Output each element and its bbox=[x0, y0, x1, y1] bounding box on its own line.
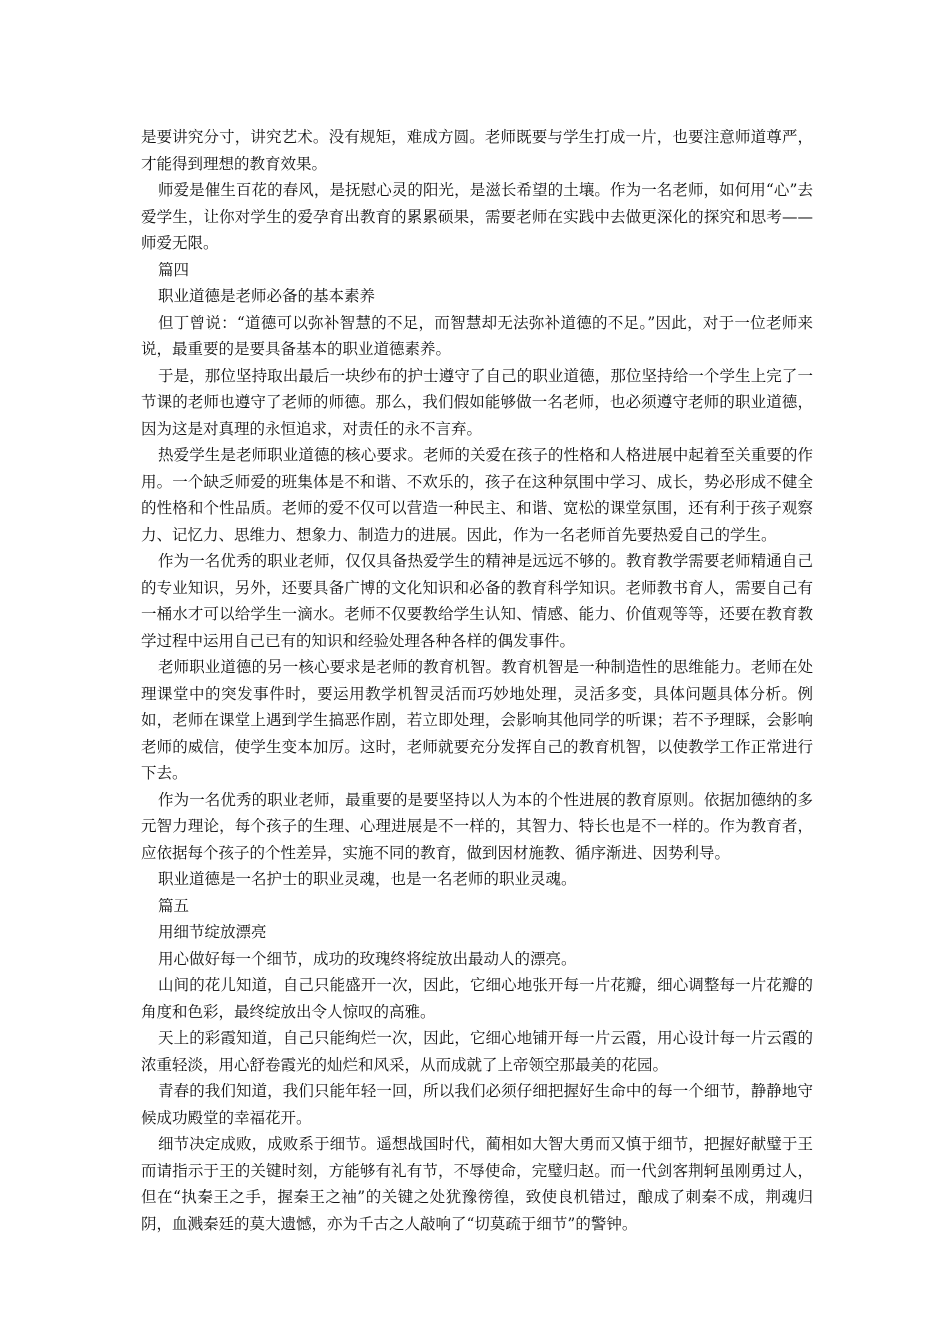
paragraph: 师爱是催生百花的春风，是抚慰心灵的阳光，是滋长希望的土壤。作为一名老师，如何用“心”去爱学生，让你对学生的爱孕育出教育的累累硕果，需要老师在实践中去做更深化的探究和思考——师爱无限。 bbox=[141, 181, 813, 252]
paragraph: 作为一名优秀的职业老师，仅仅具备热爱学生的精神是远远不够的。教育教学需要老师精通自己的专业知识，另外，还要具备广博的文化知识和必备的教育科学知识。老师教书育人，需要自己有一桶水才可以给学生一滴水。老师不仅要教给学生认知、情感、能力、价值观等等，还要在教育教学过程中运用自己已有的知识和经验处理各种各样的偶发事件。 bbox=[141, 552, 813, 650]
paragraph: 作为一名优秀的职业老师，最重要的是要坚持以人为本的个性进展的教育原则。依据加德纳的多元智力理论，每个孩子的生理、心理进展是不一样的，其智力、特长也是不一样的。作为教育者，应依据每个孩子的个性差异，实施不同的教育，做到因材施教、循序渐进、因势利导。 bbox=[141, 790, 813, 862]
paragraph: 热爱学生是老师职业道德的核心要求。老师的关爱在孩子的性格和人格进展中起着至关重要的作用。一个缺乏师爱的班集体是不和谐、不欢乐的，孩子在这种氛围中学习、成长，势必形成不健全的性格和个性品质。老师的爱不仅可以营造一种民主、和谐、宽松的课堂氛围，还有利于孩子观察力、记忆力、思维力、想象力、制造力的进展。因此，作为一名老师首先要热爱自己的学生。 bbox=[141, 446, 813, 544]
section-title: 职业道德是老师必备的基本素养 bbox=[158, 287, 376, 305]
paragraph: 但丁曾说：“道德可以弥补智慧的不足，而智慧却无法弥补道德的不足。”因此，对于一位老师来说，最重要的是要具备基本的职业道德素养。 bbox=[141, 313, 813, 358]
paragraph: 职业道德是一名护士的职业灵魂，也是一名老师的职业灵魂。 bbox=[158, 870, 577, 888]
document-body bbox=[141, 124, 813, 1237]
paragraph: 是要讲究分寸，讲究艺术。没有规矩，难成方圆。老师既要与学生打成一片，也要注意师道尊严，才能得到理想的教育效果。 bbox=[141, 128, 813, 173]
paragraph: 用心做好每一个细节，成功的玫瑰终将绽放出最动人的漂亮。 bbox=[158, 949, 577, 968]
section-label: 篇五 bbox=[158, 896, 190, 915]
paragraph: 细节决定成败，成败系于细节。遥想战国时代，蔺相如大智大勇而又慎于细节，把握好献璧于王而请指示于王的关键时刻，方能够有礼有节，不辱使命，完璧归赵。而一代剑客荆轲虽刚勇过人，但在“执秦王之手，握秦王之袖”的关键之处犹豫徬徨，致使良机错过，酿成了刺秦不成，荆魂归阴，血溅秦廷的莫大遗憾，亦为千古之人敲响了“切莫疏于细节”的警钟。 bbox=[141, 1135, 813, 1233]
paragraph: 青春的我们知道，我们只能年轻一回，所以我们必须仔细把握好生命中的每一个细节，静静地守候成功殿堂的幸福花开。 bbox=[141, 1082, 813, 1127]
paragraph: 山间的花儿知道，自己只能盛开一次，因此，它细心地张开每一片花瓣，细心调整每一片花瓣的角度和色彩，最终绽放出令人惊叹的高雅。 bbox=[141, 976, 813, 1021]
paragraph: 天上的彩霞知道，自己只能绚烂一次，因此，它细心地铺开每一片云霞，用心设计每一片云霞的浓重轻淡，用心舒卷霞光的灿烂和风采，从而成就了上帝领空那最美的花园。 bbox=[141, 1029, 813, 1074]
section-title: 用细节绽放漂亮 bbox=[158, 923, 267, 941]
paragraph: 老师职业道德的另一核心要求是老师的教育机智。教育机智是一种制造性的思维能力。老师在处理课堂中的突发事件时，要运用教学机智灵活而巧妙地处理，灵活多变，具体问题具体分析。例如，老师在课堂上遇到学生搞恶作剧，若立即处理，会影响其他同学的听课；若不予理睬，会影响老师的威信，使学生变本加厉。这时，老师就要充分发挥自己的教育机智，以使教学工作正常进行下去。 bbox=[141, 658, 813, 782]
paragraph: 于是，那位坚持取出最后一块纱布的护士遵守了自己的职业道德，那位坚持给一个学生上完了一节课的老师也遵守了老师的师德。那么，我们假如能够做一名老师，也必须遵守老师的职业道德，因为这是对真理的永恒追求，对责任的永不言弃。 bbox=[141, 366, 813, 438]
section-label: 篇四 bbox=[158, 260, 190, 279]
